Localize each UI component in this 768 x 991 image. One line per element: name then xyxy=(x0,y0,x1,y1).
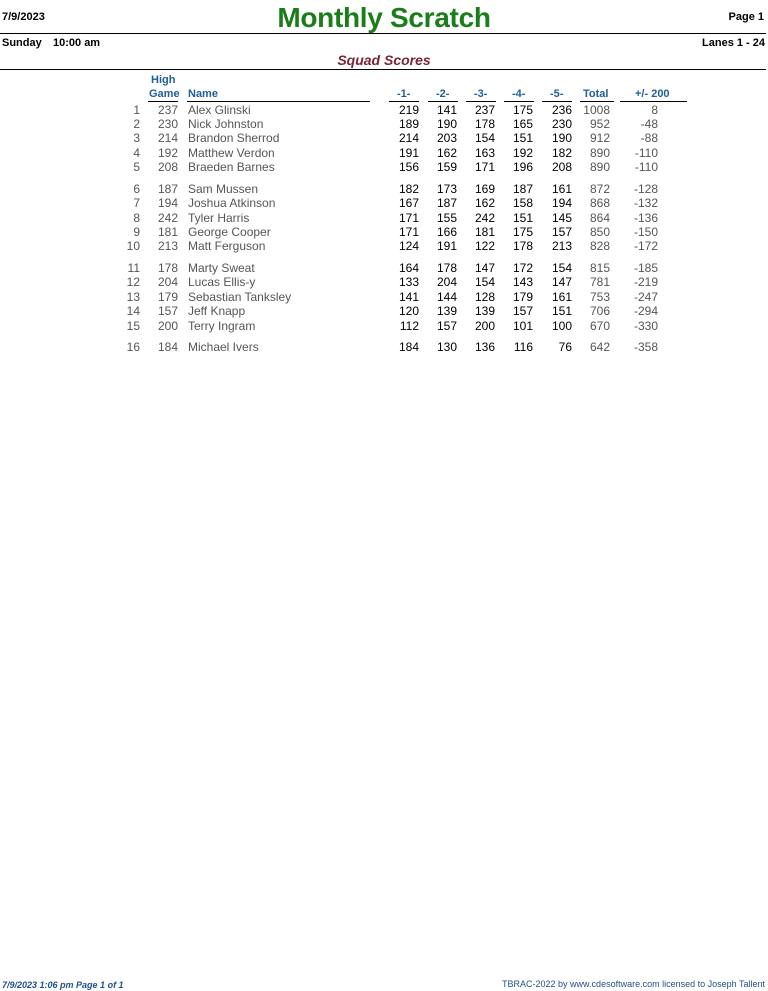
rank-cell: 7 xyxy=(133,196,140,210)
game-1-cell: 124 xyxy=(398,239,419,253)
header-rule xyxy=(0,33,766,34)
subtitle-rule xyxy=(0,69,766,70)
plusminus-cell: -330 xyxy=(633,319,658,333)
high-game-cell: 157 xyxy=(157,304,178,318)
bowler-name-cell: Michael Ivers xyxy=(188,340,259,354)
total-cell: 952 xyxy=(589,117,610,131)
total-cell: 868 xyxy=(589,196,610,210)
page-number: Page 1 xyxy=(728,11,764,23)
game-2-cell: 139 xyxy=(436,304,457,318)
game-2-cell: 144 xyxy=(436,290,457,304)
rank-cell: 1 xyxy=(133,103,140,117)
rank-cell: 12 xyxy=(126,275,140,289)
total-cell: 912 xyxy=(589,131,610,145)
game-2-cell: 159 xyxy=(436,160,457,174)
game-3-cell: 242 xyxy=(474,211,495,225)
game-5-cell: 194 xyxy=(551,196,572,210)
rank-cell: 5 xyxy=(133,160,140,174)
game-5-cell: 182 xyxy=(551,146,572,160)
underline-game-1 xyxy=(389,101,419,102)
underline-game-3 xyxy=(466,101,496,102)
plusminus-cell: -150 xyxy=(633,225,658,239)
underline-game-5 xyxy=(542,101,572,102)
game-3-cell: 139 xyxy=(474,304,495,318)
col-header-high: High xyxy=(151,74,176,86)
table-row xyxy=(0,304,768,318)
table-row xyxy=(0,160,768,174)
game-1-cell: 191 xyxy=(398,146,419,160)
total-cell: 781 xyxy=(589,275,610,289)
underline-plusminus xyxy=(620,101,687,102)
rank-cell: 6 xyxy=(133,182,140,196)
game-5-cell: 151 xyxy=(551,304,572,318)
col-header-game-2: -2- xyxy=(436,88,450,100)
high-game-cell: 230 xyxy=(157,117,178,131)
game-5-cell: 154 xyxy=(551,261,572,275)
game-4-cell: 175 xyxy=(512,225,533,239)
game-3-cell: 154 xyxy=(474,131,495,145)
total-cell: 815 xyxy=(589,261,610,275)
game-4-cell: 178 xyxy=(512,239,533,253)
col-header-game-5: -5- xyxy=(550,88,564,100)
table-row xyxy=(0,319,768,333)
game-5-cell: 145 xyxy=(551,211,572,225)
game-5-cell: 190 xyxy=(551,131,572,145)
total-cell: 1008 xyxy=(583,103,610,117)
high-game-cell: 208 xyxy=(157,160,178,174)
game-4-cell: 179 xyxy=(512,290,533,304)
game-4-cell: 175 xyxy=(512,103,533,117)
game-2-cell: 130 xyxy=(436,340,457,354)
plusminus-cell: -110 xyxy=(634,160,658,174)
table-row xyxy=(0,275,768,289)
col-header-game-1: -1- xyxy=(397,88,411,100)
col-header-name: Name xyxy=(188,88,218,100)
game-3-cell: 147 xyxy=(474,261,495,275)
game-2-cell: 162 xyxy=(436,146,457,160)
bowler-name-cell: Sebastian Tanksley xyxy=(188,290,292,304)
underline-game xyxy=(148,101,178,102)
game-3-cell: 171 xyxy=(474,160,495,174)
rank-cell: 4 xyxy=(133,146,140,160)
table-row xyxy=(0,290,768,304)
game-1-cell: 219 xyxy=(398,103,419,117)
bowler-name-cell: Sam Mussen xyxy=(188,182,259,196)
game-3-cell: 154 xyxy=(474,275,495,289)
game-3-cell: 181 xyxy=(474,225,495,239)
game-1-cell: 156 xyxy=(398,160,419,174)
table-row xyxy=(0,103,768,117)
game-1-cell: 167 xyxy=(398,196,419,210)
high-game-cell: 181 xyxy=(157,225,178,239)
total-cell: 864 xyxy=(589,211,610,225)
plusminus-cell: -110 xyxy=(634,146,658,160)
game-2-cell: 178 xyxy=(436,261,457,275)
game-4-cell: 151 xyxy=(512,211,533,225)
high-game-cell: 179 xyxy=(157,290,178,304)
game-2-cell: 157 xyxy=(436,319,457,333)
rank-cell: 11 xyxy=(127,261,140,275)
table-row xyxy=(0,146,768,160)
table-row xyxy=(0,261,768,275)
game-1-cell: 171 xyxy=(398,225,419,239)
game-3-cell: 178 xyxy=(474,117,495,131)
game-4-cell: 158 xyxy=(512,196,533,210)
bowler-name-cell: Tyler Harris xyxy=(188,211,250,225)
bowler-name-cell: Alex Glinski xyxy=(188,103,251,117)
game-5-cell: 213 xyxy=(551,239,572,253)
game-3-cell: 128 xyxy=(474,290,495,304)
report-time: 10:00 am xyxy=(53,37,101,49)
total-cell: 642 xyxy=(589,340,610,354)
game-5-cell: 157 xyxy=(551,225,572,239)
table-row xyxy=(0,182,768,196)
rank-cell: 2 xyxy=(133,117,140,131)
game-2-cell: 187 xyxy=(436,196,457,210)
bowler-name-cell: Terry Ingram xyxy=(188,319,256,333)
game-2-cell: 204 xyxy=(436,275,457,289)
game-1-cell: 133 xyxy=(398,275,419,289)
plusminus-cell: -128 xyxy=(633,182,658,196)
plusminus-cell: -358 xyxy=(633,340,658,354)
total-cell: 890 xyxy=(589,160,610,174)
footer-timestamp: 7/9/2023 1:06 pm Page 1 of 1 xyxy=(2,980,124,990)
bowler-name-cell: Matt Ferguson xyxy=(188,239,266,253)
bowler-name-cell: Braeden Barnes xyxy=(188,160,275,174)
game-4-cell: 187 xyxy=(512,182,533,196)
game-4-cell: 157 xyxy=(512,304,533,318)
game-5-cell: 147 xyxy=(551,275,572,289)
high-game-cell: 213 xyxy=(157,239,178,253)
bowler-name-cell: George Cooper xyxy=(188,225,271,239)
rank-cell: 14 xyxy=(126,304,140,318)
bowler-name-cell: Joshua Atkinson xyxy=(188,196,276,210)
report-subtitle: Squad Scores xyxy=(337,52,431,68)
game-1-cell: 171 xyxy=(398,211,419,225)
report-title: Monthly Scratch xyxy=(277,2,491,33)
plusminus-cell: -185 xyxy=(633,261,658,275)
game-3-cell: 169 xyxy=(474,182,495,196)
game-3-cell: 163 xyxy=(474,146,495,160)
table-row xyxy=(0,117,768,131)
bowler-name-cell: Lucas Ellis-y xyxy=(188,275,256,289)
game-4-cell: 165 xyxy=(512,117,533,131)
rank-cell: 16 xyxy=(126,340,140,354)
game-1-cell: 214 xyxy=(398,131,419,145)
plusminus-cell: 8 xyxy=(651,103,658,117)
footer-license: TBRAC-2022 by www.cdesoftware.com licensed to Joseph Tallent xyxy=(502,979,765,989)
bowler-name-cell: Marty Sweat xyxy=(188,261,255,275)
col-header-total: Total xyxy=(583,88,609,100)
rank-cell: 8 xyxy=(133,211,140,225)
table-row xyxy=(0,239,768,253)
plusminus-cell: -136 xyxy=(633,211,658,225)
bowler-name-cell: Brandon Sherrod xyxy=(188,131,280,145)
high-game-cell: 187 xyxy=(157,182,178,196)
game-3-cell: 237 xyxy=(474,103,495,117)
col-header-plusminus: +/- 200 xyxy=(635,88,670,100)
bowler-name-cell: Nick Johnston xyxy=(188,117,264,131)
rank-cell: 3 xyxy=(133,131,140,145)
game-5-cell: 161 xyxy=(551,290,572,304)
rank-cell: 9 xyxy=(133,225,140,239)
underline-game-2 xyxy=(428,101,458,102)
game-1-cell: 120 xyxy=(398,304,419,318)
total-cell: 706 xyxy=(589,304,610,318)
report-date: 7/9/2023 xyxy=(2,11,45,23)
game-5-cell: 100 xyxy=(551,319,572,333)
game-5-cell: 76 xyxy=(558,340,572,354)
game-2-cell: 203 xyxy=(436,131,457,145)
game-3-cell: 162 xyxy=(474,196,495,210)
plusminus-cell: -247 xyxy=(633,290,658,304)
total-cell: 872 xyxy=(589,182,610,196)
high-game-cell: 178 xyxy=(157,261,178,275)
high-game-cell: 200 xyxy=(157,319,178,333)
rank-cell: 10 xyxy=(126,239,140,253)
high-game-cell: 242 xyxy=(157,211,178,225)
table-row xyxy=(0,131,768,145)
game-1-cell: 112 xyxy=(399,319,419,333)
game-4-cell: 172 xyxy=(512,261,533,275)
game-2-cell: 190 xyxy=(436,117,457,131)
plusminus-cell: -132 xyxy=(633,196,658,210)
high-game-cell: 194 xyxy=(157,196,178,210)
game-2-cell: 191 xyxy=(436,239,457,253)
col-header-game-4: -4- xyxy=(512,88,526,100)
rank-cell: 15 xyxy=(126,319,140,333)
col-header-game: Game xyxy=(149,88,180,100)
underline-total xyxy=(580,101,614,102)
underline-name xyxy=(187,101,370,102)
game-1-cell: 182 xyxy=(398,182,419,196)
game-1-cell: 184 xyxy=(398,340,419,354)
table-row xyxy=(0,211,768,225)
total-cell: 753 xyxy=(589,290,610,304)
total-cell: 890 xyxy=(589,146,610,160)
total-cell: 828 xyxy=(589,239,610,253)
plusminus-cell: -172 xyxy=(633,239,658,253)
plusminus-cell: -88 xyxy=(640,131,658,145)
game-5-cell: 236 xyxy=(551,103,572,117)
game-5-cell: 161 xyxy=(551,182,572,196)
game-4-cell: 151 xyxy=(512,131,533,145)
game-1-cell: 141 xyxy=(398,290,419,304)
plusminus-cell: -219 xyxy=(633,275,658,289)
report-day: Sunday xyxy=(2,37,42,49)
game-5-cell: 208 xyxy=(551,160,572,174)
col-header-game-3: -3- xyxy=(474,88,488,100)
game-5-cell: 230 xyxy=(551,117,572,131)
game-2-cell: 173 xyxy=(436,182,457,196)
underline-game-4 xyxy=(504,101,534,102)
game-3-cell: 200 xyxy=(474,319,495,333)
game-2-cell: 141 xyxy=(436,103,457,117)
game-4-cell: 101 xyxy=(512,319,533,333)
table-row xyxy=(0,225,768,239)
game-4-cell: 143 xyxy=(512,275,533,289)
game-4-cell: 116 xyxy=(513,340,533,354)
high-game-cell: 184 xyxy=(157,340,178,354)
total-cell: 850 xyxy=(589,225,610,239)
game-3-cell: 136 xyxy=(474,340,495,354)
plusminus-cell: -294 xyxy=(633,304,658,318)
game-1-cell: 189 xyxy=(398,117,419,131)
high-game-cell: 204 xyxy=(157,275,178,289)
game-3-cell: 122 xyxy=(474,239,495,253)
high-game-cell: 192 xyxy=(157,146,178,160)
rank-cell: 13 xyxy=(126,290,140,304)
high-game-cell: 237 xyxy=(157,103,178,117)
lanes-range: Lanes 1 - 24 xyxy=(702,37,765,49)
game-4-cell: 192 xyxy=(512,146,533,160)
table-row xyxy=(0,340,768,354)
table-row xyxy=(0,196,768,210)
game-1-cell: 164 xyxy=(398,261,419,275)
game-2-cell: 155 xyxy=(436,211,457,225)
total-cell: 670 xyxy=(589,319,610,333)
game-4-cell: 196 xyxy=(512,160,533,174)
high-game-cell: 214 xyxy=(157,131,178,145)
bowler-name-cell: Matthew Verdon xyxy=(188,146,275,160)
bowler-name-cell: Jeff Knapp xyxy=(188,304,246,318)
plusminus-cell: -48 xyxy=(640,117,658,131)
game-2-cell: 166 xyxy=(436,225,457,239)
